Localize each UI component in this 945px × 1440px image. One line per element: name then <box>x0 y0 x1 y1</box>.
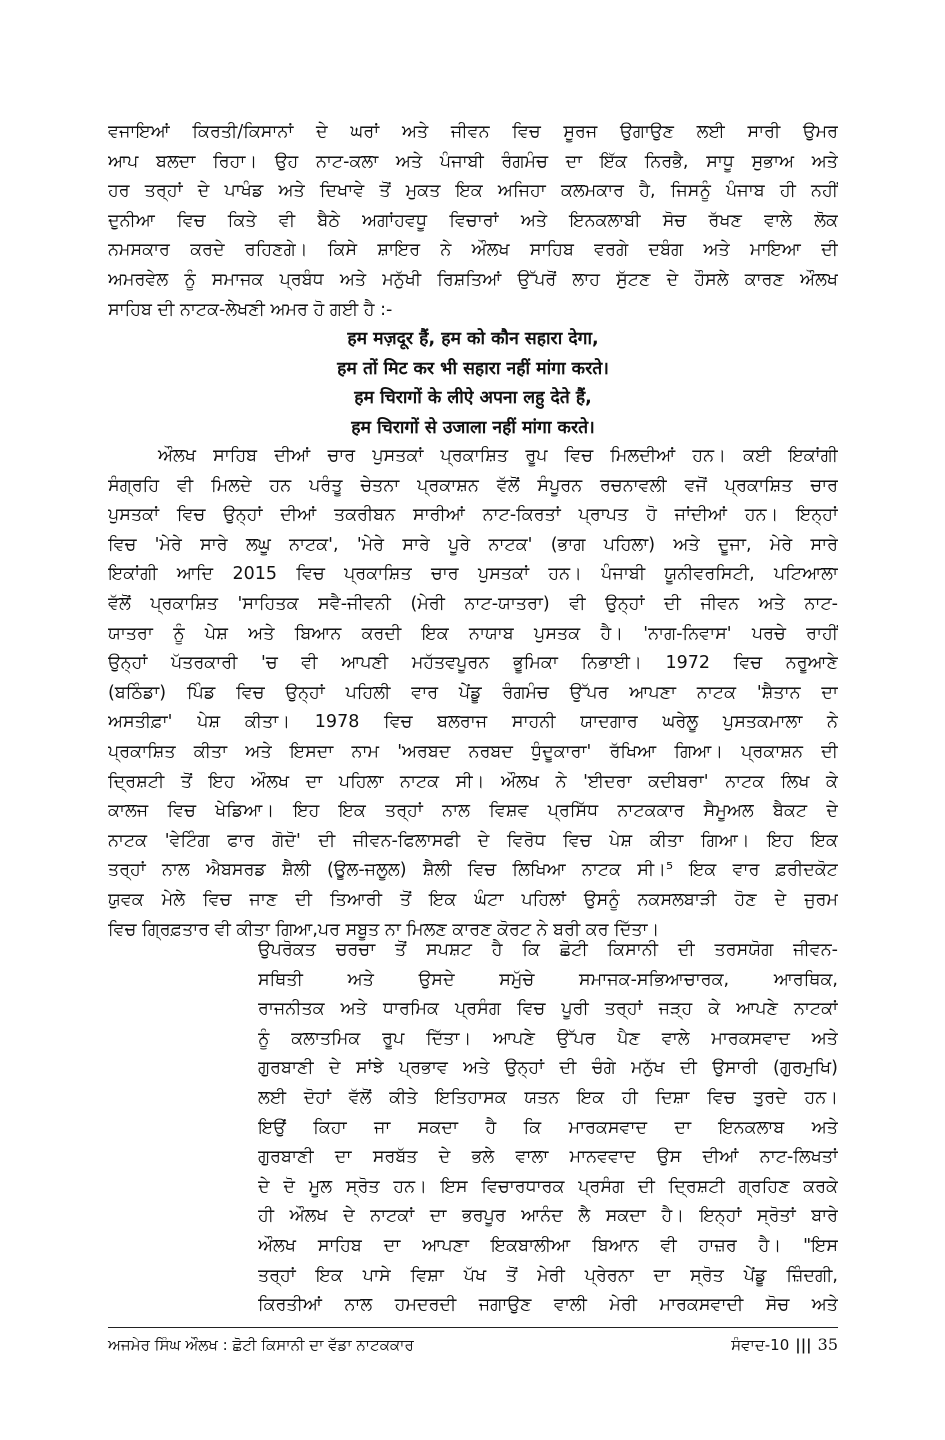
separator-glyph: ||| <box>795 1336 812 1354</box>
text-line: ਹਰ ਤਰ੍ਹਾਂ ਦੇ ਪਾਖੰਡ ਅਤੇ ਦਿਖਾਵੇ ਤੋਂ ਮੁਕਤ ਇਕ ਅਜਿਹਾ ਕਲਮਕਾਰ ਹੈ, ਜਿਸਨੂੰ ਪੰਜਾਬ ਹੀ ਨਹੀਂ <box>108 181 838 202</box>
text-line: ਅਸਤੀਫ਼ਾ' ਪੇਸ਼ ਕੀਤਾ। 1978 ਵਿਚ ਬਲਰਾਜ ਸਾਹਨੀ ਯਾਦਗਾਰ ਘਰੇਲੂ ਪੁਸਤਕਮਾਲਾ ਨੇ <box>108 712 838 733</box>
text-line: ਗੁਰਬਾਣੀ ਦੇ ਸਾਂਝੇ ਪ੍ਰਭਾਵ ਅਤੇ ਉਨ੍ਹਾਂ ਦੀ ਚੰਗੇ ਮਨੁੱਖ ਦੀ ਉਸਾਰੀ (ਗੁਰਮੁਖਿ) <box>258 1058 838 1079</box>
text-line: ਨਾਟਕ 'ਵੇਟਿੰਗ ਫਾਰ ਗੋਦੋ' ਦੀ ਜੀਵਨ-ਫਿਲਾਸਫੀ ਦੇ ਵਿਰੋਧ ਵਿਚ ਪੇਸ਼ ਕੀਤਾ ਗਿਆ। ਇਹ ਇਕ <box>108 830 838 851</box>
quoted-verse <box>108 325 838 443</box>
text-line: ਅਮਰਵੇਲ ਨੂੰ ਸਮਾਜਕ ਪ੍ਰਬੰਧ ਅਤੇ ਮਨੁੱਖੀ ਰਿਸ਼ਤਿਆਂ ਉੱਪਰੋਂ ਲਾਹ ਸੁੱਟਣ ਦੇ ਹੌਸਲੇ ਕਾਰਣ ਔਲਖ <box>108 269 838 290</box>
text-line: ਦੁਨੀਆ ਵਿਚ ਕਿਤੇ ਵੀ ਬੈਠੇ ਅਗਾਂਹਵਧੂ ਵਿਚਾਰਾਂ ਅਤੇ ਇਨਕਲਾਬੀ ਸੋਚ ਰੱਖਣ ਵਾਲੇ ਲੋਕ <box>108 210 838 231</box>
paragraph-indented <box>258 936 838 1321</box>
text-line: ਵੱਲੋਂ ਪ੍ਰਕਾਸ਼ਿਤ 'ਸਾਹਿਤਕ ਸਵੈ-ਜੀਵਨੀ (ਮੇਰੀ ਨਾਟ-ਯਾਤਰਾ) ਵੀ ਉਨ੍ਹਾਂ ਦੀ ਜੀਵਨ ਅਤੇ ਨਾਟ- <box>108 593 838 614</box>
journal-name: ਸੰਵਾਦ-10 <box>731 1336 790 1354</box>
text-line: ਨਮਸਕਾਰ ਕਰਦੇ ਰਹਿਣਗੇ। ਕਿਸੇ ਸ਼ਾਇਰ ਨੇ ਔਲਖ ਸਾਹਿਬ ਵਰਗੇ ਦਬੰਗ ਅਤੇ ਮਾਇਆ ਦੀ <box>108 240 838 261</box>
text-line: ਵਜਾਇਆਂ ਕਿਰਤੀ/ਕਿਸਾਨਾਂ ਦੇ ਘਰਾਂ ਅਤੇ ਜੀਵਨ ਵਿਚ ਸੂਰਜ ਉਗਾਉਣ ਲਈ ਸਾਰੀ ਉਮਰ <box>108 122 838 142</box>
text-line: ਸਾਹਿਬ ਦੀ ਨਾਟਕ-ਲੇਖਣੀ ਅਮਰ ਹੋ ਗਈ ਹੈ :- <box>108 299 393 320</box>
text-line: ਕਾਲਜ ਵਿਚ ਖੇਡਿਆ। ਇਹ ਇਕ ਤਰ੍ਹਾਂ ਨਾਲ ਵਿਸ਼ਵ ਪ੍ਰਸਿੱਧ ਨਾਟਕਕਾਰ ਸੈਮੂਅਲ ਬੈਕਟ ਦੇ <box>108 801 838 822</box>
text-line: ਗੁਰਬਾਣੀ ਦਾ ਸਰਬੱਤ ਦੇ ਭਲੇ ਵਾਲਾ ਮਾਨਵਵਾਦ ਉਸ ਦੀਆਂ ਨਾਟ-ਲਿਖਤਾਂ <box>258 1147 838 1168</box>
verse-line: हम तों मिट कर भी सहारा नहीं मांगा करते। <box>337 358 609 379</box>
text-line: ਤਰ੍ਹਾਂ ਇਕ ਪਾਸੇ ਵਿਸ਼ਾ ਪੱਖ ਤੋਂ ਮੇਰੀ ਪ੍ਰੇਰਨਾ ਦਾ ਸ੍ਰੋਤ ਪੇਂਡੂ ਜ਼ਿੰਦਗੀ, <box>258 1265 838 1286</box>
text-line: ਆਪ ਬਲਦਾ ਰਿਹਾ। ਉਹ ਨਾਟ-ਕਲਾ ਅਤੇ ਪੰਜਾਬੀ ਰੰਗਮੰਚ ਦਾ ਇੱਕ ਨਿਰਭੈ, ਸਾਧੂ ਸੁਭਾਅ ਅਤੇ <box>108 151 838 172</box>
text-line: ਦ੍ਰਿਸ਼ਟੀ ਤੋਂ ਇਹ ਔਲਖ ਦਾ ਪਹਿਲਾ ਨਾਟਕ ਸੀ। ਔਲਖ ਨੇ 'ਈਦਰਾ ਕਦੀਬਰਾ' ਨਾਟਕ ਲਿਖ ਕੇ <box>108 771 838 792</box>
verse-line: हम चिरागों के लीऐ अपना लहु देते हैं, <box>354 388 592 409</box>
text-line: ਹੀ ਔਲਖ ਦੇ ਨਾਟਕਾਂ ਦਾ ਭਰਪੂਰ ਆਨੰਦ ਲੈ ਸਕਦਾ ਹੈ। ਇਨ੍ਹਾਂ ਸ੍ਰੋਤਾਂ ਬਾਰੇ <box>258 1206 838 1227</box>
text-line: (ਬਠਿੰਡਾ) ਪਿੰਡ ਵਿਚ ਉਨ੍ਹਾਂ ਪਹਿਲੀ ਵਾਰ ਪੇਂਡੂ ਰੰਗਮੰਚ ਉੱਪਰ ਆਪਣਾ ਨਾਟਕ 'ਸ਼ੈਤਾਨ ਦਾ <box>108 682 838 703</box>
verse-line: हम मज़दूर हैं, हम को कौन सहारा देगा, <box>347 329 599 349</box>
text-line: ਪ੍ਰਕਾਸ਼ਿਤ ਕੀਤਾ ਅਤੇ ਇਸਦਾ ਨਾਮ 'ਅਰਬਦ ਨਰਬਦ ਧੁੰਦੂਕਾਰਾ' ਰੱਖਿਆ ਗਿਆ। ਪ੍ਰਕਾਸ਼ਨ ਦੀ <box>108 741 838 762</box>
text-line: ਵਿਚ ਗ੍ਰਿਫ਼ਤਾਰ ਵੀ ਕੀਤਾ ਗਿਆ,ਪਰ ਸਬੂਤ ਨਾ ਮਿਲਣ ਕਾਰਣ ਕੋਰਟ ਨੇ ਬਰੀ ਕਰ ਦਿੱਤਾ। <box>108 919 660 940</box>
paragraph-continuation <box>108 118 838 325</box>
running-title: ਅਜਮੇਰ ਸਿੰਘ ਔਲਖ : ਛੋਟੀ ਕਿਸਾਨੀ ਦਾ ਵੱਡਾ ਨਾਟਕਕਾਰ <box>108 1336 414 1354</box>
text-line: ਉਨ੍ਹਾਂ ਪੱਤਰਕਾਰੀ 'ਚ ਵੀ ਆਪਣੀ ਮਹੱਤਵਪੂਰਨ ਭੂਮਿਕਾ ਨਿਭਾਈ। 1972 ਵਿਚ ਨਰੂਆਣੇ <box>108 653 838 674</box>
text-line: ਦੇ ਦੋ ਮੂਲ ਸ੍ਰੋਤ ਹਨ। ਇਸ ਵਿਚਾਰਧਾਰਕ ਪ੍ਰਸੰਗ ਦੀ ਦ੍ਰਿਸ਼ਟੀ ਗ੍ਰਹਿਣ ਕਰਕੇ <box>258 1176 838 1197</box>
text-line: ਯਾਤਰਾ ਨੂੰ ਪੇਸ਼ ਅਤੇ ਬਿਆਨ ਕਰਦੀ ਇਕ ਨਾਯਾਬ ਪੁਸਤਕ ਹੈ। 'ਨਾਗ-ਨਿਵਾਸ' ਪਰਚੇ ਰਾਹੀਂ <box>108 623 838 644</box>
text-line: ਵਿਚ 'ਮੇਰੇ ਸਾਰੇ ਲਘੂ ਨਾਟਕ', 'ਮੇਰੇ ਸਾਰੇ ਪੂਰੇ ਨਾਟਕ' (ਭਾਗ ਪਹਿਲਾ) ਅਤੇ ਦੂਜਾ, ਮੇਰੇ ਸਾਰੇ <box>108 534 838 555</box>
text-line: ਕਿਰਤੀਆਂ ਨਾਲ ਹਮਦਰਦੀ ਜਗਾਉਣ ਵਾਲੀ ਮੇਰੀ ਮਾਰਕਸਵਾਦੀ ਸੋਚ ਅਤੇ <box>258 1295 838 1316</box>
text-line: ਔਲਖ ਸਾਹਿਬ ਦਾ ਆਪਣਾ ਇਕਬਾਲੀਆ ਬਿਆਨ ਵੀ ਹਾਜ਼ਰ ਹੈ। "ਇਸ <box>258 1235 838 1256</box>
text-line: ਔਲਖ ਸਾਹਿਬ ਦੀਆਂ ਚਾਰ ਪੁਸਤਕਾਂ ਪ੍ਰਕਾਸ਼ਿਤ ਰੂਪ ਵਿਚ ਮਿਲਦੀਆਂ ਹਨ। ਕਈ ਇਕਾਂਗੀ <box>158 446 838 466</box>
text-line: ਸੰਗ੍ਰਹਿ ਵੀ ਮਿਲਦੇ ਹਨ ਪਰੰਤੂ ਚੇਤਨਾ ਪ੍ਰਕਾਸ਼ਨ ਵੱਲੋਂ ਸੰਪੂਰਨ ਰਚਨਾਵਲੀ ਵਜੋਂ ਪ੍ਰਕਾਸ਼ਿਤ ਚਾਰ <box>108 475 838 496</box>
verse-line: हम चिरागों से उजाला नहीं मांगा करते। <box>351 417 595 438</box>
footer-divider <box>108 1327 838 1328</box>
text-line: ਰਾਜਨੀਤਕ ਅਤੇ ਧਾਰਮਿਕ ਪ੍ਰਸੰਗ ਵਿਚ ਪੂਰੀ ਤਰ੍ਹਾਂ ਜੜ੍ਹ ਕੇ ਆਪਣੇ ਨਾਟਕਾਂ <box>258 999 838 1020</box>
text-line: ਉਪਰੋਕਤ ਚਰਚਾ ਤੋਂ ਸਪਸ਼ਟ ਹੈ ਕਿ ਛੋਟੀ ਕਿਸਾਨੀ ਦੀ ਤਰਸਯੋਗ ਜੀਵਨ- <box>258 940 838 960</box>
page-number: 35 <box>817 1335 838 1354</box>
text-line: ਨੂੰ ਕਲਾਤਮਿਕ ਰੂਪ ਦਿੱਤਾ। ਆਪਣੇ ਉੱਪਰ ਪੈਣ ਵਾਲੇ ਮਾਰਕਸਵਾਦ ਅਤੇ <box>258 1028 838 1049</box>
text-line: ਇਉਂ ਕਿਹਾ ਜਾ ਸਕਦਾ ਹੈ ਕਿ ਮਾਰਕਸਵਾਦ ਦਾ ਇਨਕਲਾਬ ਅਤੇ <box>258 1117 838 1138</box>
text-line: ਲਈ ਦੋਹਾਂ ਵੱਲੋਂ ਕੀਤੇ ਇਤਿਹਾਸਕ ਯਤਨ ਇਕ ਹੀ ਦਿਸ਼ਾ ਵਿਚ ਤੁਰਦੇ ਹਨ। <box>258 1087 838 1108</box>
text-line: ਤਰ੍ਹਾਂ ਨਾਲ ਐਬਸਰਡ ਸ਼ੈਲੀ (ਊਲ-ਜਲੂਲ) ਸ਼ੈਲੀ ਵਿਚ ਲਿਖਿਆ ਨਾਟਕ ਸੀ।⁵ ਇਕ ਵਾਰ ਫ਼ਰੀਦਕੋਟ <box>108 860 838 881</box>
paragraph-books <box>108 442 838 945</box>
text-line: ਇਕਾਂਗੀ ਆਦਿ 2015 ਵਿਚ ਪ੍ਰਕਾਸ਼ਿਤ ਚਾਰ ਪੁਸਤਕਾਂ ਹਨ। ਪੰਜਾਬੀ ਯੂਨੀਵਰਸਿਟੀ, ਪਟਿਆਲਾ <box>108 564 838 585</box>
text-line: ਯੁਵਕ ਮੇਲੇ ਵਿਚ ਜਾਣ ਦੀ ਤਿਆਰੀ ਤੋਂ ਇਕ ਘੰਟਾ ਪਹਿਲਾਂ ਉਸਨੂੰ ਨਕਸਲਬਾੜੀ ਹੋਣ ਦੇ ਜੁਰਮ <box>108 889 838 910</box>
text-line: ਸਥਿਤੀ ਅਤੇ ਉਸਦੇ ਸਮੁੱਚੇ ਸਮਾਜਕ-ਸਭਿਆਚਾਰਕ, ਆਰਥਿਕ, <box>258 969 838 990</box>
page-footer-info <box>731 1334 838 1356</box>
text-line: ਪੁਸਤਕਾਂ ਵਿਚ ਉਨ੍ਹਾਂ ਦੀਆਂ ਤਕਰੀਬਨ ਸਾਰੀਆਂ ਨਾਟ-ਕਿਰਤਾਂ ਪ੍ਰਾਪਤ ਹੋ ਜਾਂਦੀਆਂ ਹਨ। ਇਨ੍ਹਾਂ <box>108 505 838 526</box>
